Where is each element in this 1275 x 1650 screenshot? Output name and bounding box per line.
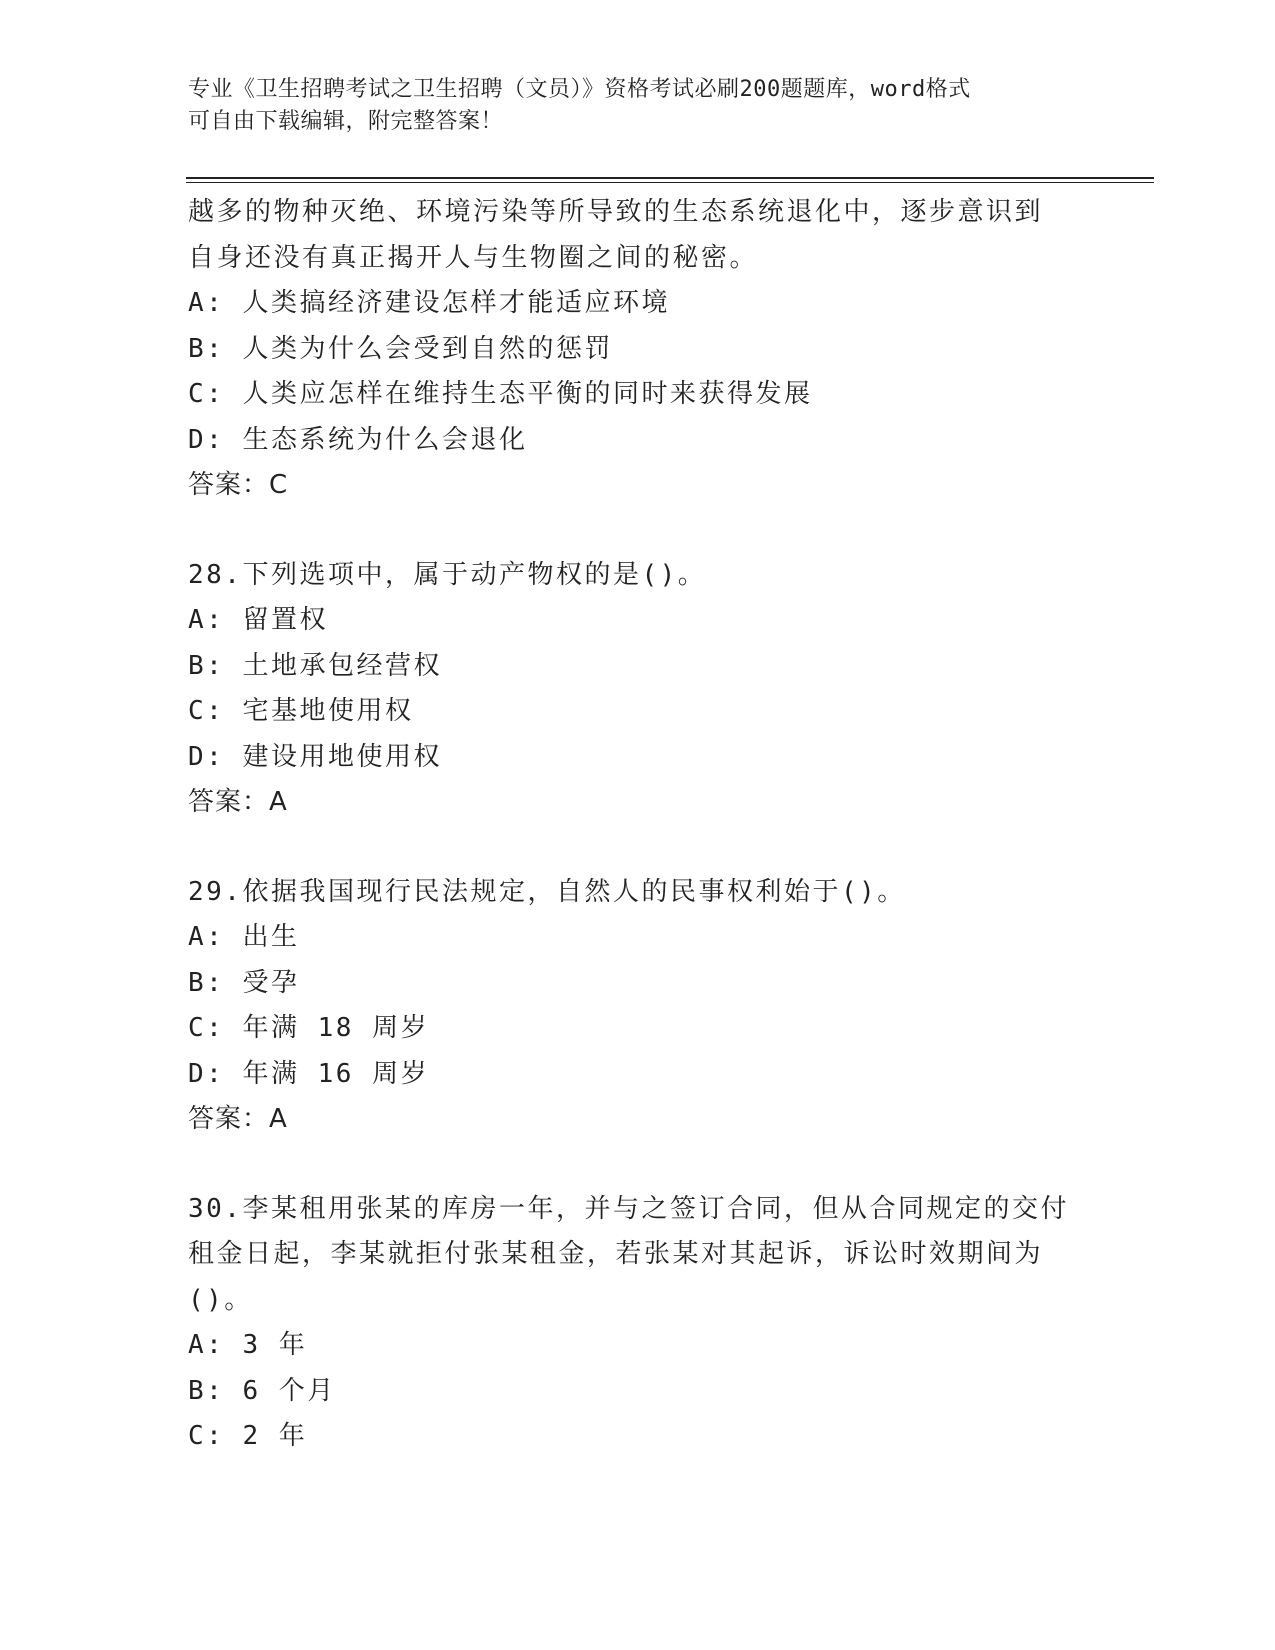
option-b: B: 人类为什么会受到自然的惩罚 [188,333,613,364]
question-text-line: 越多的物种灭绝、环境污染等所导致的生态系统退化中，逐步意识到 [188,197,1044,227]
option-a: A: 出生 [188,922,300,952]
header-divider-thick [186,177,1154,179]
option-c: C: 宅基地使用权 [188,696,414,726]
option-a: A: 留置权 [188,605,328,635]
question-text-line: 租金日起，李某就拒付张某租金，若张某对其起诉，诉讼时效期间为 [188,1239,1044,1269]
answer-line: 答案：A [188,1104,288,1134]
document-header [188,74,1088,138]
question-text-line: 29.依据我国现行民法规定，自然人的民事权利始于()。 [188,876,906,907]
question-text-line: 28.下列选项中，属于动产物权的是()。 [188,559,707,590]
option-d: D: 年满 16 周岁 [188,1058,430,1089]
header-line-2: 可自由下载编辑，附完整答案！ [188,109,504,134]
option-a: A: 人类搞经济建设怎样才能适应环境 [188,288,670,318]
answer-line: 答案：A [188,787,288,817]
option-b: B: 受孕 [188,967,300,998]
option-b: B: 6 个月 [188,1375,336,1406]
option-c: C: 人类应怎样在维持生态平衡的同时来获得发展 [188,379,813,409]
option-c: C: 年满 18 周岁 [188,1013,430,1043]
option-d: D: 建设用地使用权 [188,741,442,772]
option-b: B: 土地承包经营权 [188,650,442,681]
question-text-line: 30.李某租用张某的库房一年，并与之签订合同，但从合同规定的交付 [188,1193,1069,1224]
question-29 [188,870,1088,1143]
header-line-1: 专业《卫生招聘考试之卫生招聘（文员）》资格考试必刷200题题库，word格式 [188,77,971,102]
question-continued [188,190,1088,509]
question-text-line: ()。 [188,1284,253,1315]
option-a: A: 3 年 [188,1330,308,1360]
option-c: C: 2 年 [188,1421,308,1451]
question-content [188,190,1088,1460]
answer-line: 答案：C [188,470,289,500]
question-text-line: 自身还没有真正揭开人与生物圈之间的秘密。 [188,242,759,273]
question-28 [188,553,1088,826]
option-d: D: 生态系统为什么会退化 [188,424,528,455]
question-30 [188,1187,1088,1460]
header-divider-thin [186,182,1154,183]
